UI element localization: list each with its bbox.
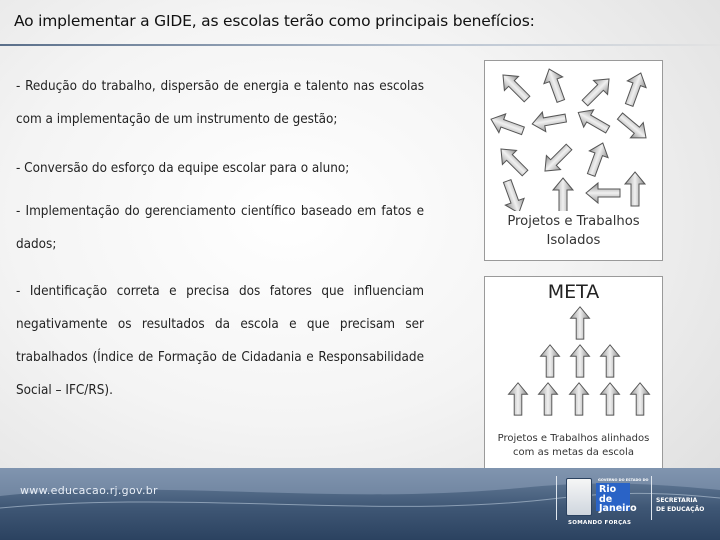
footer-bar <box>0 468 720 540</box>
arrow-icon <box>553 178 573 211</box>
arrow-icon <box>538 140 576 178</box>
bullet-list <box>16 70 424 425</box>
government-logo <box>558 472 650 536</box>
arrow-icon <box>614 108 653 145</box>
bullet-4: - Identificação correta e precisa dos fatores que influenciam negativamente os resultados da escola e que precisam ser trabalhados (Índice de Formação de Cidadania e Responsabilidade Social – IFC/RS). <box>16 284 424 398</box>
footer-divider <box>556 476 557 520</box>
isolated-projects-figure <box>484 60 663 261</box>
arrow-icon <box>571 345 590 377</box>
bullet-2: - Conversão do esforço da equipe escolar para o aluno; <box>16 161 350 176</box>
arrow-icon <box>488 110 527 140</box>
arrow-icon <box>571 307 590 339</box>
arrow-icon <box>570 383 589 415</box>
arrow-icon <box>494 142 532 180</box>
government-label: GOVERNO DO ESTADO DO <box>598 478 649 482</box>
isolated-caption-line1: Projetos e Trabalhos <box>507 214 640 229</box>
arrow-icon <box>531 108 568 134</box>
arrow-icon <box>541 345 560 377</box>
state-coat-of-arms-icon <box>566 478 592 516</box>
arrow-icon <box>496 68 534 106</box>
arrow-icon <box>620 70 650 109</box>
meta-label: META <box>547 281 600 303</box>
state-name-line1: Rio de <box>599 484 617 505</box>
government-slogan: SOMANDO FORÇAS <box>568 520 632 526</box>
bullet-3: - Implementação do gerenciamento científico baseado em fatos e dados; <box>16 204 424 252</box>
arrow-icon <box>540 66 570 105</box>
arrow-icon <box>601 383 620 415</box>
bullet-1: - Redução do trabalho, dispersão de energia e talento nas escolas com a implementação de um instrumento de gestão; <box>16 79 424 127</box>
secretaria-line1: SECRETARIA <box>656 497 698 504</box>
scattered-arrows-illustration <box>485 61 662 211</box>
state-name-badge <box>596 483 637 514</box>
isolated-caption-line2: Isolados <box>546 233 601 248</box>
aligned-arrows-illustration <box>485 277 662 427</box>
website-url: www.educacao.rj.gov.br <box>20 484 158 497</box>
arrow-icon <box>631 383 650 415</box>
title-underline <box>0 44 720 46</box>
arrow-icon <box>586 183 620 203</box>
footer-divider <box>651 476 652 520</box>
aligned-caption-line1: Projetos e Trabalhos alinhados <box>497 433 650 444</box>
slide-title: Ao implementar a GIDE, as escolas terão como principais benefícios: <box>14 12 535 30</box>
arrow-icon <box>578 72 616 110</box>
secretaria-label <box>656 496 704 514</box>
arrow-icon <box>509 383 528 415</box>
arrow-icon <box>573 104 612 138</box>
aligned-projects-figure <box>484 276 663 469</box>
arrow-icon <box>539 383 558 415</box>
isolated-caption <box>485 212 662 250</box>
aligned-caption <box>485 432 662 460</box>
arrow-icon <box>582 140 612 179</box>
arrow-icon <box>625 172 645 206</box>
aligned-caption-line2: com as metas da escola <box>513 447 634 458</box>
arrow-icon <box>498 178 528 211</box>
arrow-icon <box>601 345 620 377</box>
state-name-line2: Janeiro <box>599 503 637 514</box>
secretaria-line2: DE EDUCAÇÃO <box>656 506 705 513</box>
